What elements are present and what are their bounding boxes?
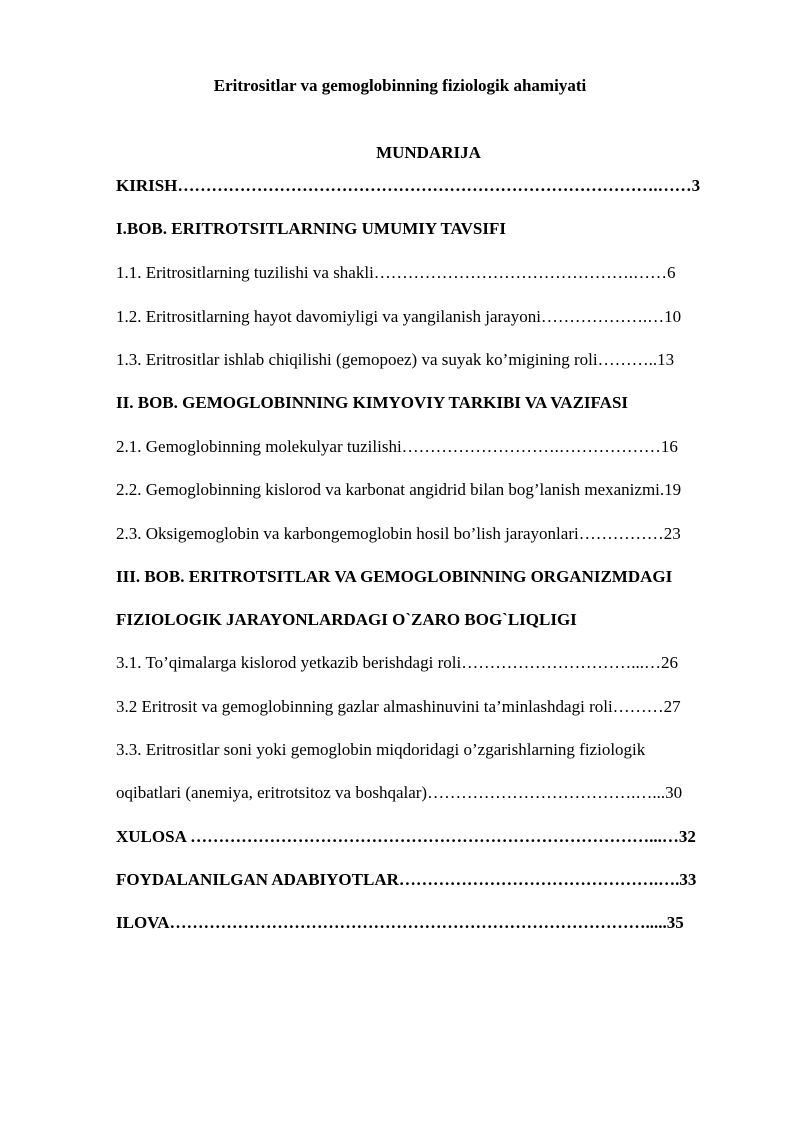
toc-heading: MUNDARIJA bbox=[376, 143, 481, 162]
toc-chapter-2[interactable]: II. BOB. GEMOGLOBINNING KIMYOVIY TARKIBI VA VAZIFASI bbox=[116, 393, 629, 412]
toc-entry-2-2[interactable]: 2.2. Gemoglobinning kislorod va karbonat angidrid bilan bog’lanish mexanizmi.19 bbox=[116, 480, 682, 499]
toc-chapter-3-line-2[interactable]: FIZIOLOGIK JARAYONLARDAGI O`ZARO BOG`LIQLIGI bbox=[116, 610, 577, 629]
toc-entry-1-2[interactable]: 1.2. Eritrositlarning hayot davomiyligi va yangilanish jarayoni……………….…10 bbox=[116, 307, 682, 326]
toc-chapter-3-line-1[interactable]: III. BOB. ERITROTSITLAR VA GEMOGLOBINNING ORGANIZMDAGI bbox=[116, 567, 673, 586]
toc-entry-1-1[interactable]: 1.1. Eritrositlarning tuzilishi va shakli……………………………………….……6 bbox=[116, 263, 676, 282]
toc-chapter-1[interactable]: I.BOB. ERITROTSITLARNING UMUMIY TAVSIFI bbox=[116, 219, 506, 238]
toc-entry-2-1[interactable]: 2.1. Gemoglobinning molekulyar tuzilishi……………………….………………16 bbox=[116, 437, 678, 456]
toc-entry-ilova[interactable]: ILOVA………………………………………………………………………….....35 bbox=[116, 913, 684, 932]
toc-entry-3-3-line-2[interactable]: oqibatlari (anemiya, eritrotsitoz va boshqalar)……………………………….…...30 bbox=[116, 783, 683, 802]
toc-entry-3-3-line-1[interactable]: 3.3. Eritrositlar soni yoki gemoglobin miqdoridagi o’zgarishlarning fiziologik bbox=[116, 740, 646, 759]
toc-entry-1-3[interactable]: 1.3. Eritrositlar ishlab chiqilishi (gemopoez) va suyak ko’migining roli………..13 bbox=[116, 350, 675, 369]
toc-entry-3-1[interactable]: 3.1. To’qimalarga kislorod yetkazib berishdagi roli…………………………...…26 bbox=[116, 653, 678, 672]
toc-entry-2-3[interactable]: 2.3. Oksigemoglobin va karbongemoglobin hosil bo’lish jarayonlari……………23 bbox=[116, 524, 681, 543]
toc-entry-kirish[interactable]: KIRISH………………………………………………………………………….……3 bbox=[116, 176, 701, 195]
document-title: Eritrositlar va gemoglobinning fiziologik ahamiyati bbox=[213, 76, 587, 95]
toc-entry-xulosa[interactable]: XULOSA ………………………………………………………………………...…32 bbox=[116, 827, 696, 846]
toc-entry-3-2[interactable]: 3.2 Eritrosit va gemoglobinning gazlar almashinuvini ta’minlashdagi roli………27 bbox=[116, 697, 681, 716]
toc-entry-adabiyotlar[interactable]: FOYDALANILGAN ADABIYOTLAR……………………………………….….33 bbox=[116, 870, 697, 889]
